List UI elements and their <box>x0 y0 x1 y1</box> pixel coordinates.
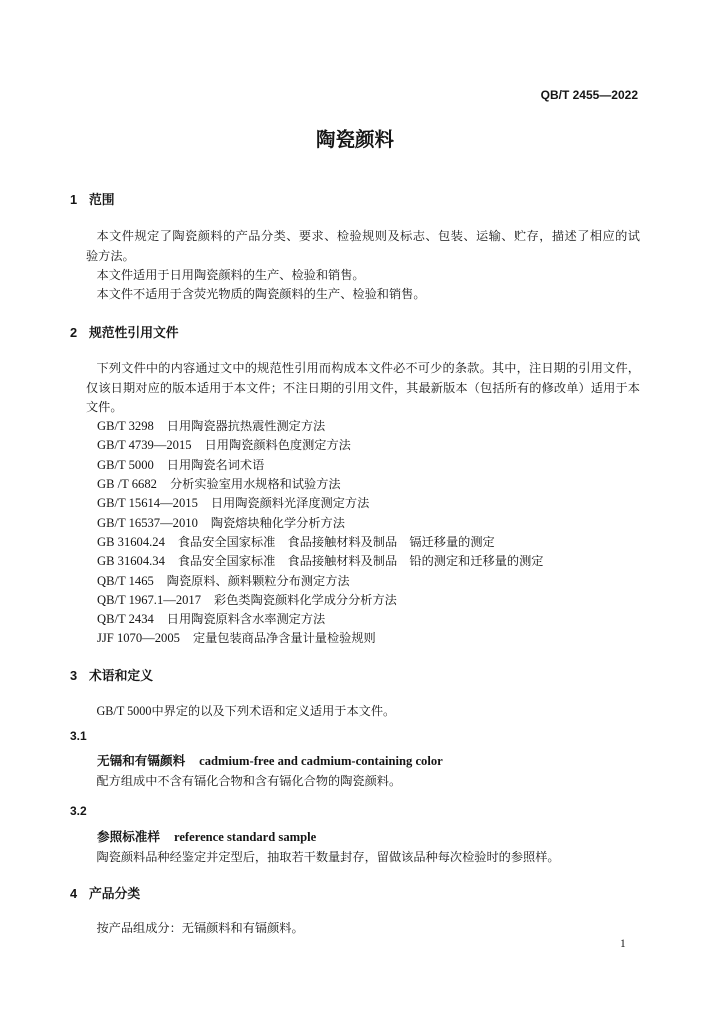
reference-code: QB/T 2434 <box>97 612 154 627</box>
paragraph-line: 本文件适用于日用陶瓷颜料的生产、检验和销售。 <box>96 267 365 282</box>
reference-code: GB/T 15614—2015 <box>97 496 198 511</box>
reference-title: 日用陶瓷名词术语 <box>166 457 265 472</box>
reference-title: 陶瓷熔块釉化学分析方法 <box>210 515 345 530</box>
term-english: reference standard sample <box>173 830 317 845</box>
reference-title: 彩色类陶瓷颜料化学成分分析方法 <box>214 592 397 607</box>
reference-item <box>86 552 640 571</box>
reference-code: QB/T 1465 <box>97 573 154 588</box>
section-title: 产品分类 <box>89 886 141 902</box>
paragraph-line: 仅该日期对应的版本适用于本文件；不注日期的引用文件，其最新版本（包括所有的修改单）适用于本 <box>86 380 640 395</box>
reference-item <box>86 456 640 475</box>
section-number: 1 <box>70 192 78 208</box>
reference-code: GB/T 16537—2010 <box>97 515 198 530</box>
reference-title: 日用陶瓷颜料色度测定方法 <box>204 438 351 453</box>
reference-code: GB/T 4739—2015 <box>97 438 192 453</box>
section-number: 3 <box>70 668 78 684</box>
section-heading-scope <box>70 190 115 209</box>
paragraph-line: GB/T 5000中界定的以及下列术语和定义适用于本文件。 <box>96 704 396 719</box>
reference-item <box>86 514 640 533</box>
section-title: 范围 <box>89 192 115 208</box>
reference-title: 日用陶瓷颜料光泽度测定方法 <box>210 496 370 511</box>
reference-title: 食品安全国家标准 食品接触材料及制品 镉迁移量的测定 <box>177 534 495 549</box>
reference-title: 陶瓷原料、颜料颗粒分布测定方法 <box>166 573 350 588</box>
term-number: 3.2 <box>70 804 87 819</box>
reference-title: 日用陶瓷器抗热震性测定方法 <box>166 419 326 434</box>
term-number: 3.1 <box>70 729 87 744</box>
reference-code: JJF 1070—2005 <box>97 631 180 646</box>
reference-code: GB /T 6682 <box>97 477 157 492</box>
paragraph-line: 本文件不适用于含荧光物质的陶瓷颜料的生产、检验和销售。 <box>96 287 426 302</box>
section-title: 规范性引用文件 <box>89 325 179 341</box>
reference-item <box>86 629 640 648</box>
term-entry <box>86 752 640 791</box>
term-definition: 配方组成中不含有镉化合物和含有镉化合物的陶瓷颜料。 <box>96 773 402 788</box>
term-entry <box>86 828 640 867</box>
document-number: QB/T 2455—2022 <box>540 88 638 102</box>
paragraph-line: 本文件规定了陶瓷颜料的产品分类、要求、检验规则及标志、包装、运输、贮存，描述了相应的试 <box>96 229 640 244</box>
section-heading-product-classification <box>70 884 140 903</box>
reference-title: 日用陶瓷原料含水率测定方法 <box>166 612 326 627</box>
reference-code: GB 31604.24 <box>97 534 165 549</box>
reference-code: QB/T 1967.1—2017 <box>97 592 202 607</box>
term-chinese: 无镉和有镉颜料 <box>97 754 186 769</box>
paragraph-line: 验方法。 <box>86 248 135 263</box>
reference-code: GB/T 5000 <box>97 457 154 472</box>
reference-title: 分析实验室用水规格和试验方法 <box>169 477 341 492</box>
section-title: 术语和定义 <box>89 668 153 684</box>
term-chinese: 参照标准样 <box>97 830 160 845</box>
references-body <box>86 359 640 648</box>
reference-code: GB 31604.34 <box>97 554 165 569</box>
term-heading <box>86 752 640 771</box>
reference-item <box>86 494 640 513</box>
reference-title: 定量包装商品净含量计量检验规则 <box>192 631 376 646</box>
reference-item <box>86 572 640 591</box>
term-heading <box>86 828 640 847</box>
paragraph-line: 文件。 <box>86 399 123 414</box>
reference-item <box>86 591 640 610</box>
section-heading-terms-definitions <box>70 666 153 685</box>
paragraph-line: 下列文件中的内容通过文中的规范性引用而构成本文件必不可少的条款。其中，注日期的引用文件， <box>96 361 640 376</box>
term-english: cadmium-free and cadmium-containing color <box>199 754 443 769</box>
reference-item <box>86 610 640 629</box>
reference-item <box>86 417 640 436</box>
reference-item <box>86 533 640 552</box>
page-number: 1 <box>620 938 626 950</box>
term-definition: 陶瓷颜料品种经鉴定并定型后，抽取若干数量封存，留做该品种每次检验时的参照样。 <box>96 849 560 864</box>
reference-title: 食品安全国家标准 食品接触材料及制品 铅的测定和迁移量的测定 <box>177 554 544 569</box>
terms-intro <box>86 702 640 721</box>
reference-item <box>86 436 640 455</box>
classification-body <box>86 919 640 938</box>
document-title: 陶瓷颜料 <box>315 129 394 151</box>
reference-item <box>86 475 640 494</box>
paragraph-line: 按产品组成分：无镉颜料和有镉颜料。 <box>96 921 304 936</box>
section-number: 4 <box>70 886 78 902</box>
section-number: 2 <box>70 325 78 341</box>
reference-code: GB/T 3298 <box>97 419 154 434</box>
scope-body <box>86 227 640 304</box>
section-heading-normative-references <box>70 323 179 342</box>
